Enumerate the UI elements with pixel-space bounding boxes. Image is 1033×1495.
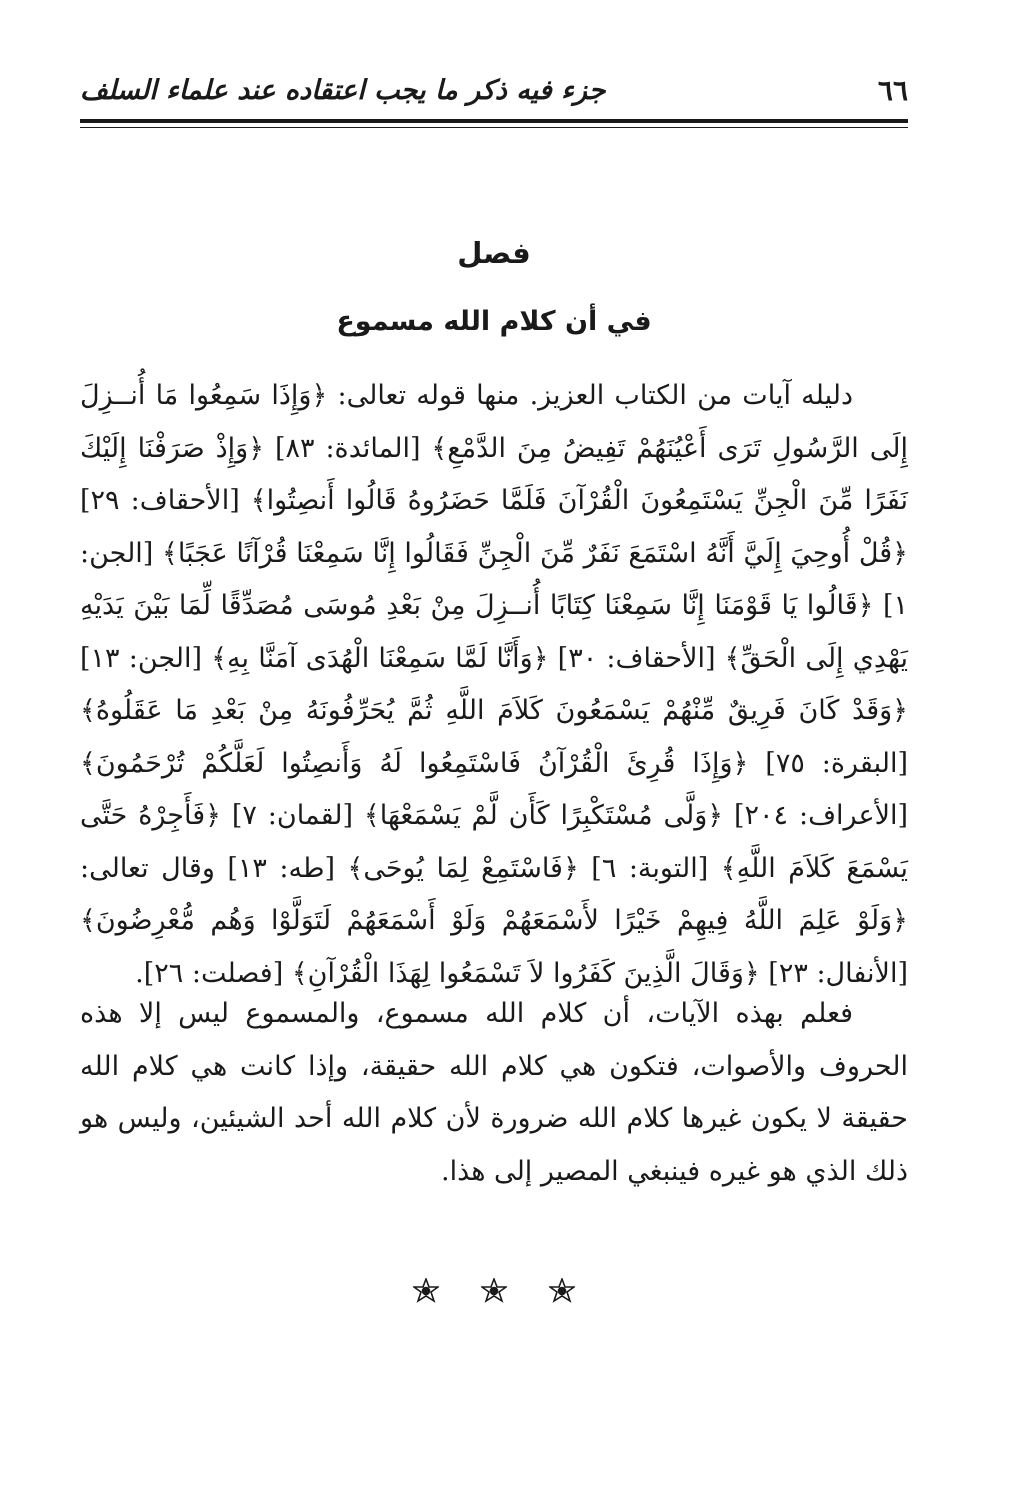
closing-ornaments — [80, 1278, 908, 1304]
flower-ornament-icon — [413, 1278, 439, 1304]
section-title: فصل — [457, 236, 531, 270]
running-header — [80, 68, 908, 112]
header-rule-thin — [80, 127, 908, 128]
section-subtitle: في أن كلام الله مسموع — [336, 306, 652, 337]
paragraph-text: دليله آيات من الكتاب العزيز. منها قوله تعالى: ﴿وَإِذَا سَمِعُوا مَا أُنــزِلَ إِلَى الرَّسُولِ تَرَى أَعْيُنَهُمْ تَفِيضُ مِنَ الدَّمْعِ﴾ [المائدة: ٨٣] ﴿وَإِذْ صَرَفْنَا إِلَيْكَ نَفَرًا مِّنَ الْجِنِّ يَسْتَمِعُونَ الْقُرْآنَ فَلَمَّا حَضَرُوهُ قَالُوا أَنصِتُوا﴾ [الأحقاف: ٢٩] ﴿قُلْ أُوحِيَ إِلَيَّ أَنَّهُ اسْتَمَعَ نَفَرٌ مِّنَ الْجِنِّ فَقَالُوا إِنَّا سَمِعْنَا قُرْآنًا عَجَبًا﴾ [الجن: ١] ﴿قَالُوا يَا قَوْمَنَا إِنَّا سَمِعْنَا كِتَابًا أُنــزِلَ مِنْ بَعْدِ مُوسَى مُصَدِّقًا لِّمَا بَيْنَ يَدَيْهِ يَهْدِي إِلَى الْحَقِّ﴾ [الأحقاف: ٣٠] ﴿وَأَنَّا لَمَّا سَمِعْنَا الْهُدَى آمَنَّا بِهِ﴾ [الجن: ١٣] ﴿وَقَدْ كَانَ فَرِيقٌ مِّنْهُمْ يَسْمَعُونَ كَلاَمَ اللَّهِ ثُمَّ يُحَرِّفُونَهُ مِنْ بَعْدِ مَا عَقَلُوهُ﴾ [البقرة: ٧٥] ﴿وَإِذَا قُرِئَ الْقُرْآنُ فَاسْتَمِعُوا لَهُ وَأَنصِتُوا لَعَلَّكُمْ تُرْحَمُونَ﴾ [الأعراف: ٢٠٤] ﴿وَلَّى مُسْتَكْبِرًا كَأَن لَّمْ يَسْمَعْهَا﴾ [لقمان: ٧] ﴿فَأَجِرْهُ حَتَّى يَسْمَعَ كَلاَمَ اللَّهِ﴾ [التوبة: ٦] ﴿فَاسْتَمِعْ لِمَا يُوحَى﴾ [طه: ١٣] وقال تعالى: ﴿وَلَوْ عَلِمَ اللَّهُ فِيهِمْ خَيْرًا لأَسْمَعَهُمْ وَلَوْ أَسْمَعَهُمْ لَتَوَلَّوْا وَهُم مُّعْرِضُونَ﴾ [الأنفال: ٢٣] ﴿وَقَالَ الَّذِينَ كَفَرُوا لاَ تَسْمَعُوا لِهَذَا الْقُرْآنِ﴾ [فصلت: ٢٦]. — [80, 380, 908, 989]
body-paragraph-conclusion — [80, 988, 908, 1198]
paragraph-text: فعلم بهذه الآيات، أن كلام الله مسموع، والمسموع ليس إلا هذه الحروف والأصوات، فتكون هي كلام الله حقيقة، وإذا كانت هي كلام الله حقيقة لا يكون غيرها كلام الله ضرورة لأن كلام الله أحد الشيئين، وليس هو ذلك الذي هو غيره فينبغي المصير إلى هذا. — [80, 998, 908, 1187]
flower-ornament-icon — [481, 1278, 507, 1304]
flower-ornament-icon — [549, 1278, 575, 1304]
running-title: جزء فيه ذكر ما يجب اعتقاده عند علماء السلف — [80, 74, 606, 106]
header-rule-thick — [80, 119, 908, 123]
page-number: ٦٦ — [877, 73, 908, 107]
body-paragraph-verses — [80, 370, 908, 1000]
